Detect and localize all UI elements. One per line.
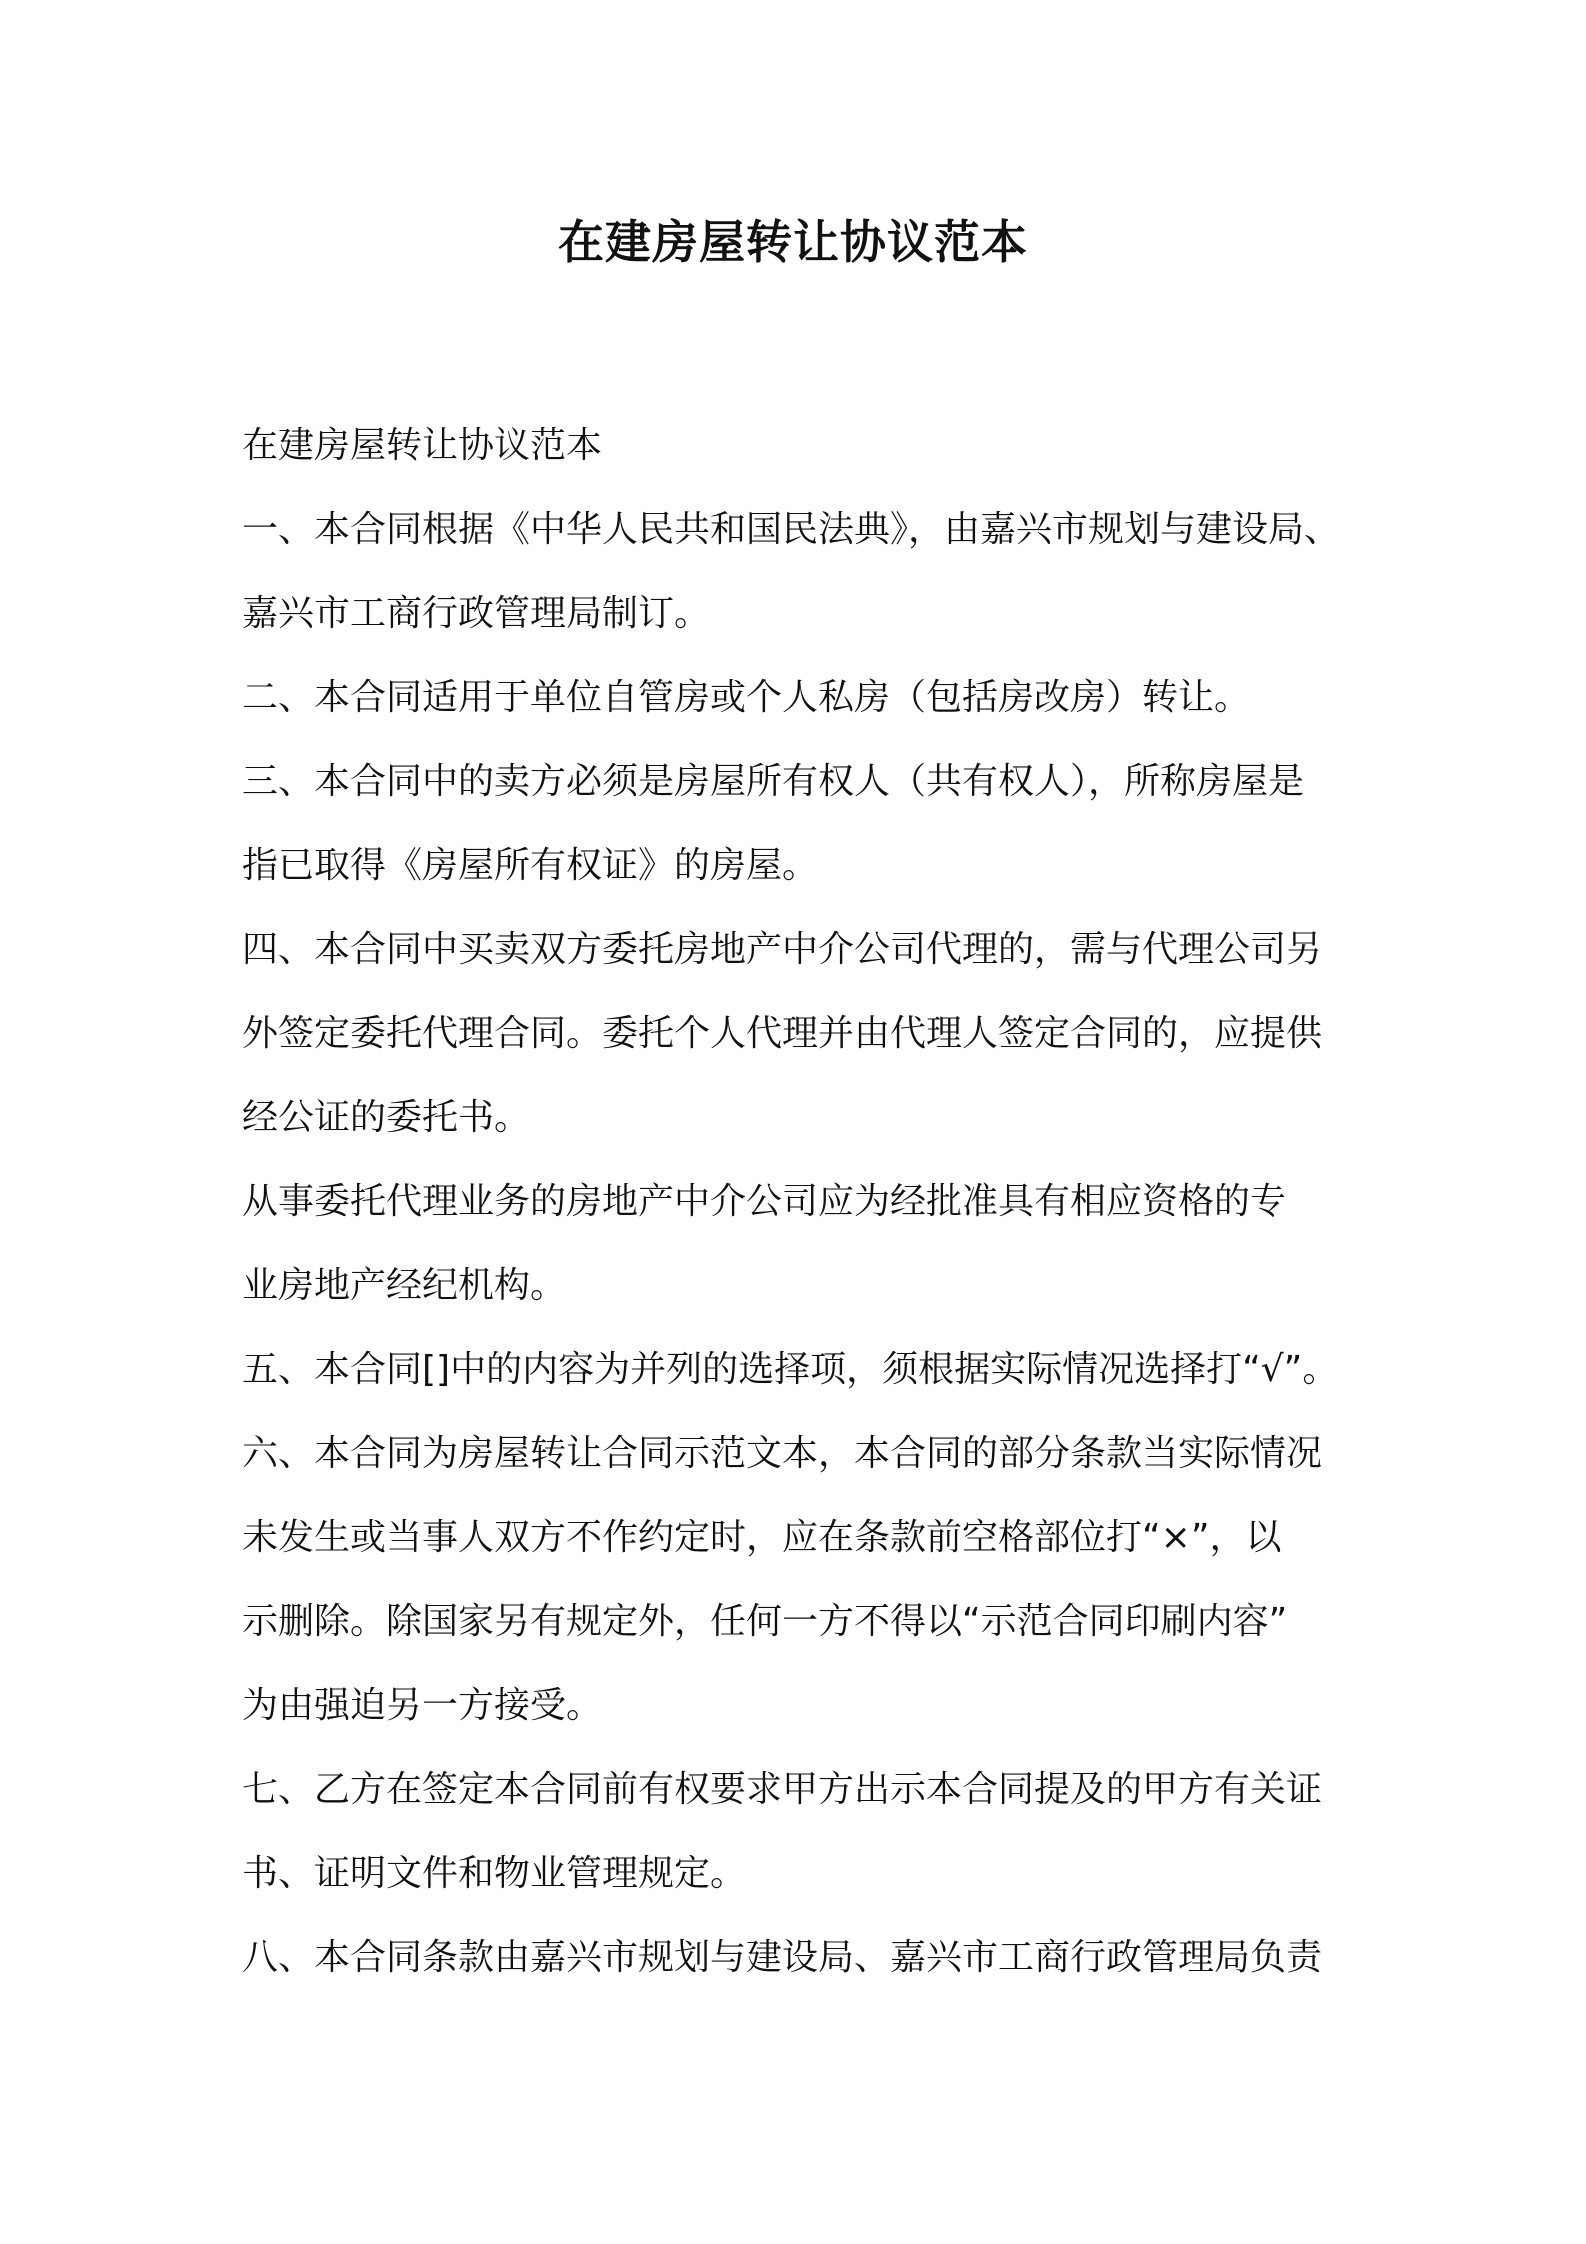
body-line-clause-6a: 六、本合同为房屋转让合同示范文本，本合同的部分条款当实际情况 — [242, 1433, 1323, 1474]
body-line-clause-3a: 三、本合同中的卖方必须是房屋所有权人（共有权人），所称房屋是 — [242, 761, 1305, 802]
body-line-clause-6b: 未发生或当事人双方不作约定时，应在条款前空格部位打“×”，以 — [242, 1517, 1282, 1558]
document-body — [242, 404, 1362, 2000]
body-line-clause-6d: 为由强迫另一方接受。 — [242, 1685, 603, 1726]
body-line-clause-5: 五、本合同[]中的内容为并列的选择项，须根据实际情况选择打“√”。 — [242, 1349, 1339, 1390]
body-line-clause-7b: 书、证明文件和物业管理规定。 — [242, 1853, 747, 1894]
body-line-clause-3b: 指已取得《房屋所有权证》的房屋。 — [242, 845, 819, 886]
body-line-clause-1a: 一、本合同根据《中华人民共和国民法典》，由嘉兴市规划与建设局、 — [242, 509, 1341, 550]
body-line-clause-6c: 示删除。除国家另有规定外，任何一方不得以“示范合同印刷内容” — [242, 1601, 1288, 1642]
body-line-subtitle: 在建房屋转让协议范本 — [242, 425, 603, 466]
body-line-clause-8a: 八、本合同条款由嘉兴市规划与建设局、嘉兴市工商行政管理局负责 — [242, 1937, 1323, 1978]
body-line-clause-2: 二、本合同适用于单位自管房或个人私房（包括房改房）转让。 — [242, 677, 1251, 718]
document-title: 在建房屋转让协议范本 — [558, 215, 1028, 269]
body-line-clause-4e: 业房地产经纪机构。 — [242, 1265, 567, 1306]
body-line-clause-4a: 四、本合同中买卖双方委托房地产中介公司代理的，需与代理公司另 — [242, 929, 1323, 970]
body-line-clause-4d: 从事委托代理业务的房地产中介公司应为经批准具有相应资格的专 — [242, 1181, 1287, 1222]
body-line-clause-1b: 嘉兴市工商行政管理局制订。 — [242, 593, 711, 634]
body-line-clause-7a: 七、乙方在签定本合同前有权要求甲方出示本合同提及的甲方有关证 — [242, 1769, 1323, 1810]
body-line-clause-4b: 外签定委托代理合同。委托个人代理并由代理人签定合同的，应提供 — [242, 1013, 1323, 1054]
body-line-clause-4c: 经公证的委托书。 — [242, 1097, 531, 1138]
